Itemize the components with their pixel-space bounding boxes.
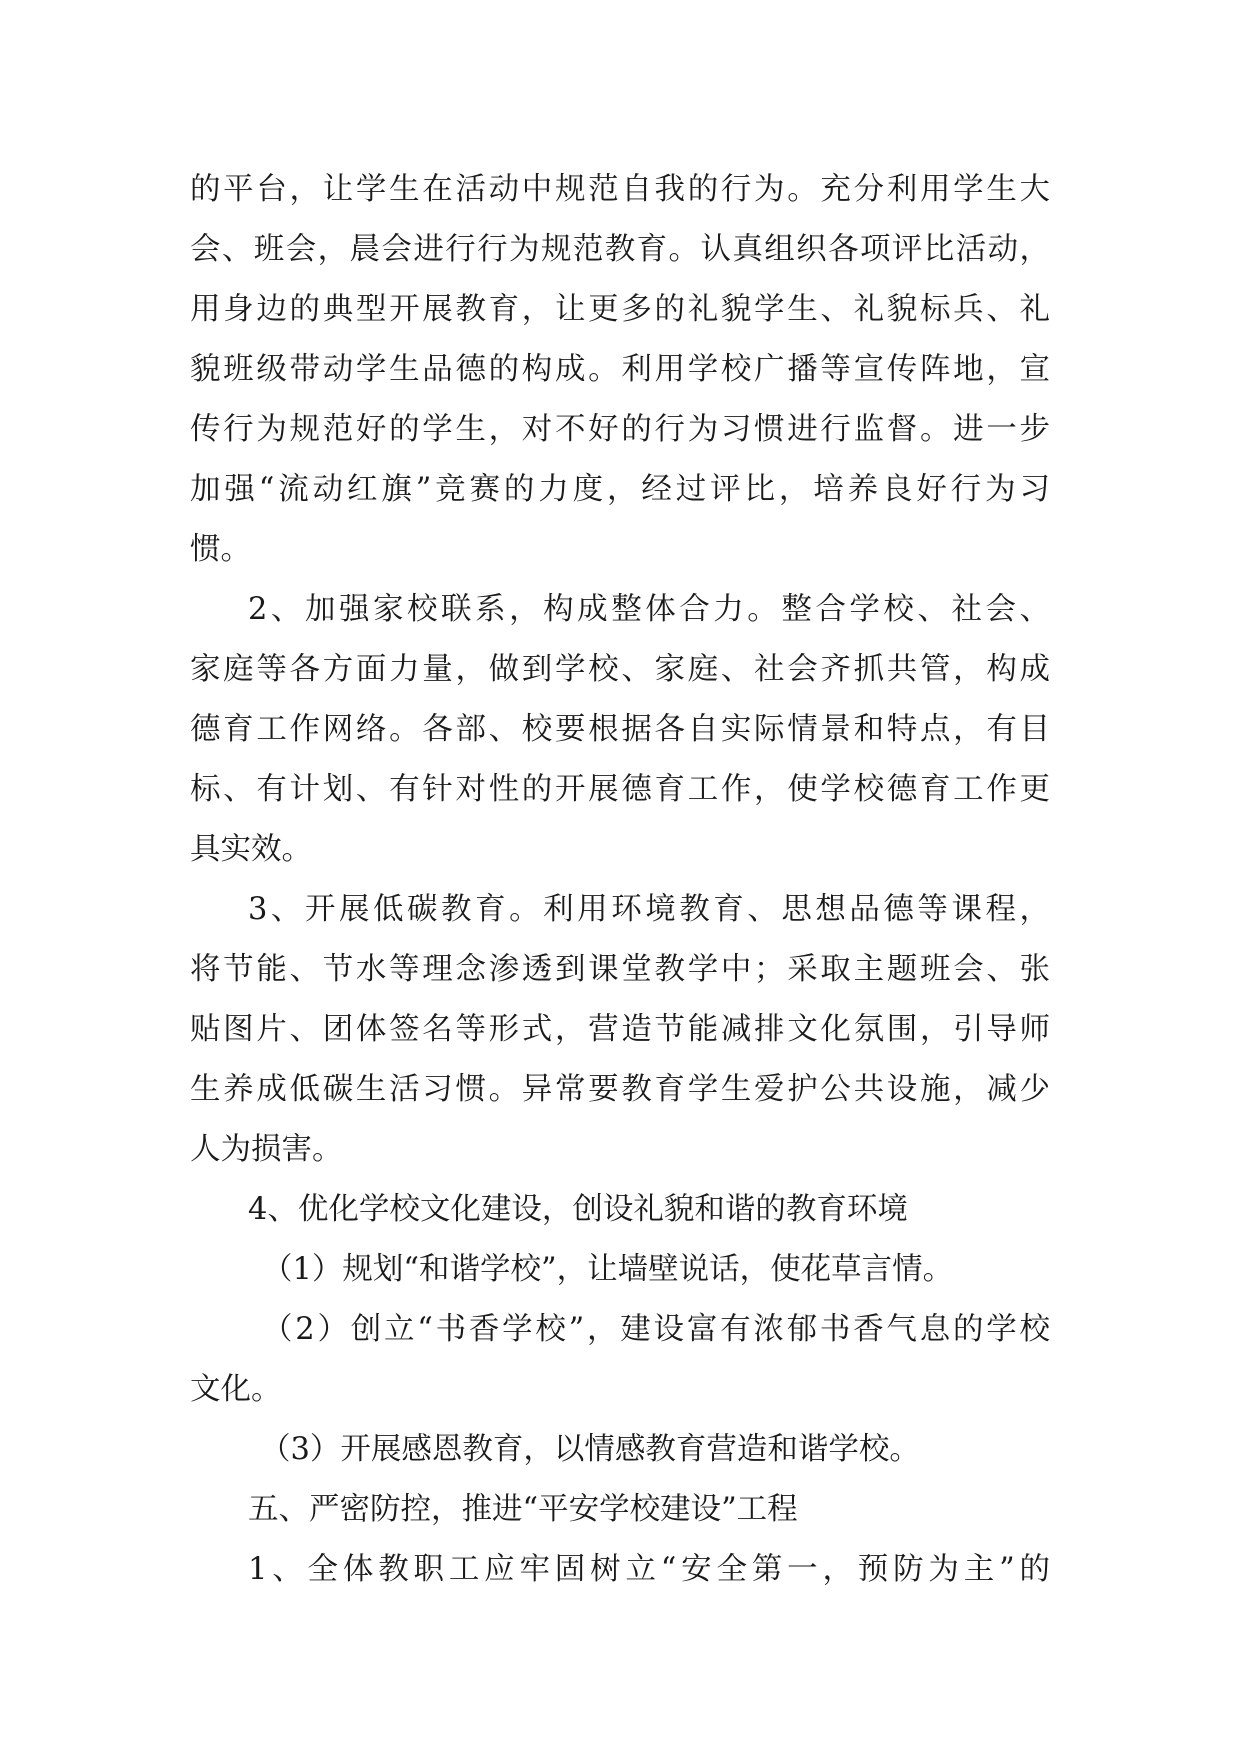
text-line: 具实效。 [190,832,312,867]
text-line: 貌班级带动学生品德的构成。利用学校广播等宣传阵地，宣 [190,352,1050,387]
text-line: 将节能、节水等理念渗透到课堂教学中；采取主题班会、张 [190,952,1050,987]
text-line: 人为损害。 [190,1132,343,1167]
text-line: 1、全体教职工应牢固树立“安全第一，预防为主”的 [248,1552,1050,1587]
text-line: 标、有计划、有针对性的开展德育工作，使学校德育工作更 [190,772,1050,807]
text-line: 的平台，让学生在活动中规范自我的行为。充分利用学生大 [190,172,1050,207]
text-line: 惯。 [190,532,251,567]
paragraph-safety-first [190,1540,1050,1600]
paragraph-gratitude-education [190,1420,1050,1480]
paragraph-behavior-norms [190,160,1050,580]
paragraph-culture-heading [190,1180,1050,1240]
text-line: 家庭等各方面力量，做到学校、家庭、社会齐抓共管，构成 [190,652,1050,687]
paragraph-home-school [190,580,1050,880]
section-heading-safety [190,1480,1050,1540]
text-line: 会、班会，晨会进行行为规范教育。认真组织各项评比活动， [190,232,1050,267]
paragraph-harmony-school [190,1240,1050,1300]
text-line: （1）规划“和谐学校”，让墙壁说话，使花草言情。 [262,1252,954,1287]
text-line: 生养成低碳生活习惯。异常要教育学生爱护公共设施，减少 [190,1072,1050,1107]
paragraph-bookish-school [190,1300,1050,1420]
paragraph-low-carbon [190,880,1050,1180]
text-line: 2、加强家校联系，构成整体合力。整合学校、社会、 [248,592,1050,627]
text-line: 贴图片、团体签名等形式，营造节能减排文化氛围，引导师 [190,1012,1050,1047]
text-line: 加强“流动红旗”竞赛的力度，经过评比，培养良好行为习 [190,472,1050,507]
text-line: 4、优化学校文化建设，创设礼貌和谐的教育环境 [248,1192,908,1227]
text-line: 德育工作网络。各部、校要根据各自实际情景和特点，有目 [190,712,1050,747]
text-line: 文化。 [190,1372,282,1407]
document-page [190,160,1050,1600]
text-line: （2）创立“书香学校”，建设富有浓郁书香气息的学校 [262,1312,1050,1347]
text-line: 3、开展低碳教育。利用环境教育、思想品德等课程， [248,892,1050,927]
text-line: 传行为规范好的学生，对不好的行为习惯进行监督。进一步 [190,412,1050,447]
section-heading: 五、严密防控，推进“平安学校建设”工程 [248,1492,798,1527]
text-line: 用身边的典型开展教育，让更多的礼貌学生、礼貌标兵、礼 [190,292,1050,327]
text-line: （3）开展感恩教育，以情感教育营造和谐学校。 [260,1432,920,1467]
